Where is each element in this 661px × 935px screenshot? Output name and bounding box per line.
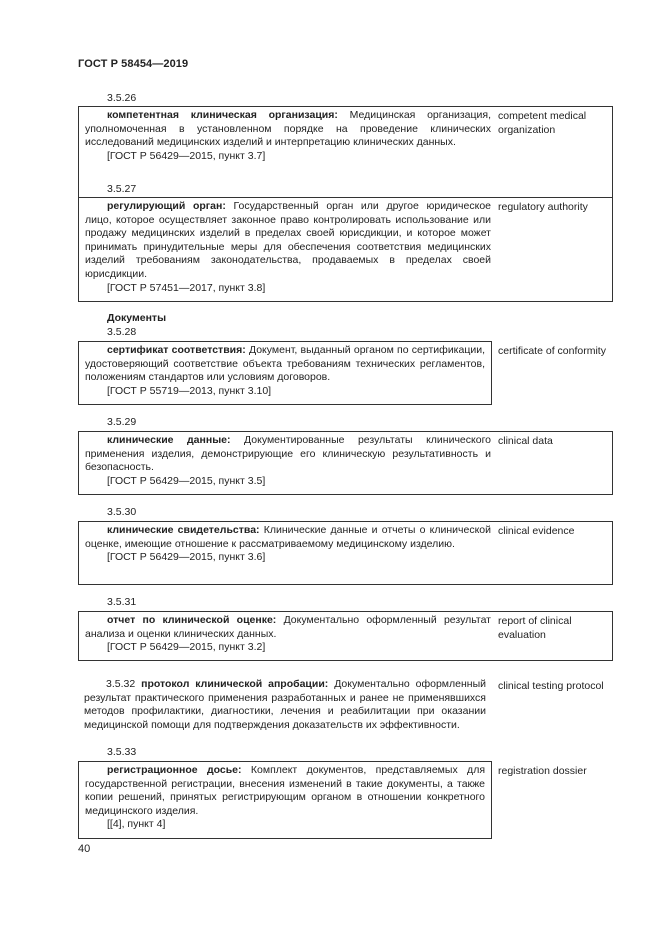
reference: [ГОСТ Р 56429—2015, пункт 3.7]: [107, 149, 266, 162]
reference: [ГОСТ Р 56429—2015, пункт 3.2]: [107, 641, 266, 654]
term: компетентная клиническая организация:: [107, 109, 338, 121]
reference: [[4], пункт 4]: [107, 818, 166, 831]
term-entry: [78, 341, 492, 405]
entry-number: 3.5.29: [107, 416, 137, 428]
definition: Документированные результаты клинического применения изделия, демонстрирующие его клиническую результативность и безопасность.: [85, 434, 492, 474]
term: регистрационное досье:: [107, 764, 242, 776]
term: сертификат соответствия:: [107, 344, 246, 356]
entry-number: 3.5.26: [107, 92, 137, 104]
term: регулирующий орган:: [107, 200, 226, 212]
entry-number: 3.5.27: [107, 183, 137, 195]
reference: [ГОСТ Р 57451—2017, пункт 3.8]: [107, 281, 266, 294]
page-number: 40: [78, 843, 91, 855]
section-heading: Документы: [107, 312, 167, 324]
reference: [ГОСТ Р 56429—2015, пункт 3.5]: [107, 474, 266, 487]
english-term: report of clinical evaluation: [498, 615, 572, 641]
term-entry: [78, 761, 492, 839]
entry-number: 3.5.30: [107, 506, 137, 518]
term: протокол клинической апробации:: [141, 678, 329, 690]
english-term: certificate of conformity: [498, 345, 606, 357]
english-term: regulatory authority: [498, 201, 588, 213]
reference: [ГОСТ Р 56429—2015, пункт 3.6]: [107, 551, 266, 564]
english-term: registration dossier: [498, 765, 587, 777]
english-term: clinical data: [498, 435, 553, 447]
entry-number: 3.5.31: [107, 596, 137, 608]
definition: Документально оформленный результат анализа и оценки клинических данных.: [85, 614, 491, 640]
term: отчет по клинической оценке:: [107, 614, 277, 626]
definition: Медицинская организация, уполномоченная в установленном порядке на проведение клинических исследований медицинских изделий и интерпретацию клинических данных.: [85, 109, 492, 149]
reference: [ГОСТ Р 55719—2013, пункт 3.10]: [107, 384, 272, 397]
entry-number: 3.5.32: [106, 678, 136, 690]
english-term: competent medical organization: [498, 110, 587, 136]
definition: Государственный орган или другое юридическое лицо, которое осуществляет законное право контролировать использование или продажу медицинских изделий в пределах своей юрисдикции, и которое может принимать принудительные меры для обеспечения соответствия медицинских изделий требованиям законодательства, продаваемых в пределах своей юрисдикции.: [85, 200, 492, 280]
entry-number: 3.5.28: [107, 326, 137, 338]
document-header: ГОСТ Р 58454—2019: [78, 58, 189, 70]
definition: Комплект документов, представляемых для государственной регистрации, внесения изменений в такие документы, а также копии решений, принятых регистрирующим органом в отношении конкретного медицинского изделия.: [85, 764, 486, 817]
term: клинические свидетельства:: [107, 524, 260, 536]
english-term: clinical testing protocol: [498, 680, 604, 692]
definition: Клинические данные и отчеты о клинической оценке, имеющие отношение к рассматриваемому медицинскому изделию.: [85, 524, 491, 550]
term: клинические данные:: [107, 434, 231, 446]
definition: Документ, выданный органом по сертификации, удостоверяющий соответствие объекта требованиям технических регламентов, положениям стандартов или условиям договоров.: [85, 344, 486, 384]
term-entry: [78, 676, 492, 736]
definition: Документально оформленный результат практического применения разработанных и ранее не применявшихся методов профилактики, диагностики, лечения и реабилитации при оказании медицинской помощи для подтверждения доказательств их эффективности.: [84, 678, 486, 731]
english-term: clinical evidence: [498, 525, 575, 537]
entry-number: 3.5.33: [107, 746, 137, 758]
